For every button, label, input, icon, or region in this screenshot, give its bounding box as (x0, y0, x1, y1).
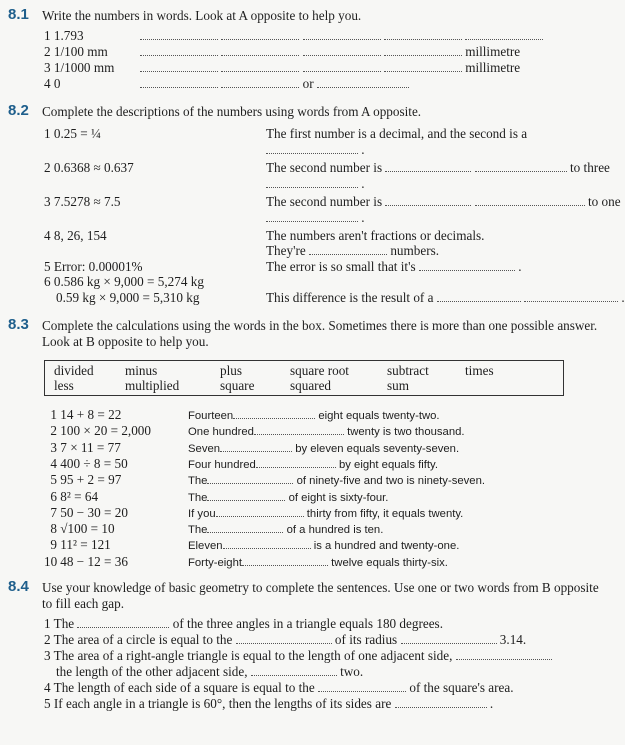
calc-item: 7 50 − 30 = 20 (50, 504, 128, 520)
word: multiplied (125, 378, 180, 393)
sentence: 3 The area of a right-angle triangle is equal to the length of one adjacent side, (44, 648, 552, 663)
calc-sentence: One hundred twenty is two thousand. (188, 426, 465, 439)
word: divided (54, 363, 94, 378)
description: This difference is the result of a . (266, 290, 625, 305)
word: sum (387, 378, 409, 393)
exercise-number: 8.1 (8, 6, 29, 23)
exercise-number: 8.2 (8, 102, 29, 119)
word: squared (290, 378, 332, 393)
instruction: Write the numbers in words. Look at A opposite to help you. (42, 8, 362, 23)
list-item: 3 1/1000 mm (44, 60, 115, 75)
word: less (54, 378, 74, 393)
word: subtract (387, 363, 429, 378)
list-item: 6 0.586 kg × 9,000 = 5,274 kg (44, 274, 204, 289)
sentence: 5 If each angle in a triangle is 60°, then the lengths of its sides are . (44, 696, 494, 711)
sentence: 4 The length of each side of a square is equal to the of the square's area. (44, 680, 514, 695)
answer-gap: . (266, 142, 365, 157)
calc-item: 1 14 + 8 = 22 (50, 407, 122, 422)
description: The error is so small that it's . (266, 259, 522, 274)
calc-item: 10 48 − 12 = 36 (44, 553, 128, 569)
list-item: 5 Error: 0.00001% (44, 259, 143, 274)
exercise-number: 8.3 (8, 316, 29, 333)
list-item: 3 7.5278 ≈ 7.5 (44, 194, 121, 209)
calc-sentence: The of a hundred is ten. (188, 524, 384, 537)
word: minus (125, 363, 158, 378)
answer-gaps: millimetre (140, 60, 520, 75)
calc-sentence: Fourteen eight equals twenty-two. (188, 410, 440, 422)
calc-sentence: Eleven is a hundred and twenty-one. (188, 540, 460, 553)
sentence: 1 The of the three angles in a triangle equals 180 degrees. (44, 616, 443, 631)
calc-item: 3 7 × 11 = 77 (50, 439, 121, 455)
answer-gaps: millimetre (140, 44, 520, 59)
word: plus (220, 363, 242, 378)
list-item: 2 1/100 mm (44, 44, 108, 59)
word: square root (290, 363, 349, 378)
description: The second number is to one (266, 194, 621, 209)
instruction: Use your knowledge of basic geometry to complete the sentences. Use one or two words from B opposite to fill each gap. (42, 580, 599, 611)
calc-sentence: Four hundred by eight equals fifty. (188, 458, 438, 471)
list-item-line2: 0.59 kg × 9,000 = 5,310 kg (56, 290, 200, 305)
exercise-number: 8.4 (8, 578, 29, 595)
description: The first number is a decimal, and the second is a (266, 126, 528, 141)
calc-sentence: The of ninety-five and two is ninety-seven. (188, 475, 485, 488)
description: The numbers aren't fractions or decimals. (266, 228, 485, 243)
calc-item: 8 √100 = 10 (50, 521, 115, 537)
answer-gap: . (266, 210, 365, 225)
list-item: 1 1.793 (44, 28, 84, 43)
calc-item: 4 400 ÷ 8 = 50 (50, 455, 128, 471)
instruction: Complete the descriptions of the numbers using words from A opposite. (42, 104, 422, 119)
list-item: 1 0.25 = ¼ (44, 126, 101, 141)
word: times (465, 363, 494, 378)
description: The second number is to three (266, 160, 610, 175)
calc-sentence: Forty-eight twelve equals thirty-six. (188, 556, 448, 569)
word: square (220, 378, 255, 393)
word-box (44, 360, 564, 396)
list-item: 2 0.6368 ≈ 0.637 (44, 160, 134, 175)
calc-item: 2 100 × 20 = 2,000 (50, 423, 151, 439)
description: They're numbers. (266, 243, 440, 258)
calc-item: 9 11² = 121 (50, 537, 111, 553)
answer-gaps: or (140, 76, 409, 91)
answer-gap: . (266, 176, 365, 191)
sentence: 2 The area of a circle is equal to the of its radius 3.14. (44, 632, 527, 647)
sentence: the length of the other adjacent side, two. (56, 664, 364, 679)
calc-item: 6 8² = 64 (50, 488, 99, 504)
list-item: 4 8, 26, 154 (44, 228, 107, 243)
instruction: Complete the calculations using the words in the box. Sometimes there is more than one possible answer. Look at B opposite to help you. (42, 318, 598, 349)
calc-sentence: If you thirty from fifty, it equals twenty. (188, 507, 464, 520)
calc-sentence: The of eight is sixty-four. (188, 491, 389, 504)
calc-item: 5 95 + 2 = 97 (50, 472, 122, 488)
list-item: 4 0 (44, 76, 61, 91)
answer-gaps (140, 28, 543, 43)
calc-sentence: Seven by eleven equals seventy-seven. (188, 442, 460, 455)
